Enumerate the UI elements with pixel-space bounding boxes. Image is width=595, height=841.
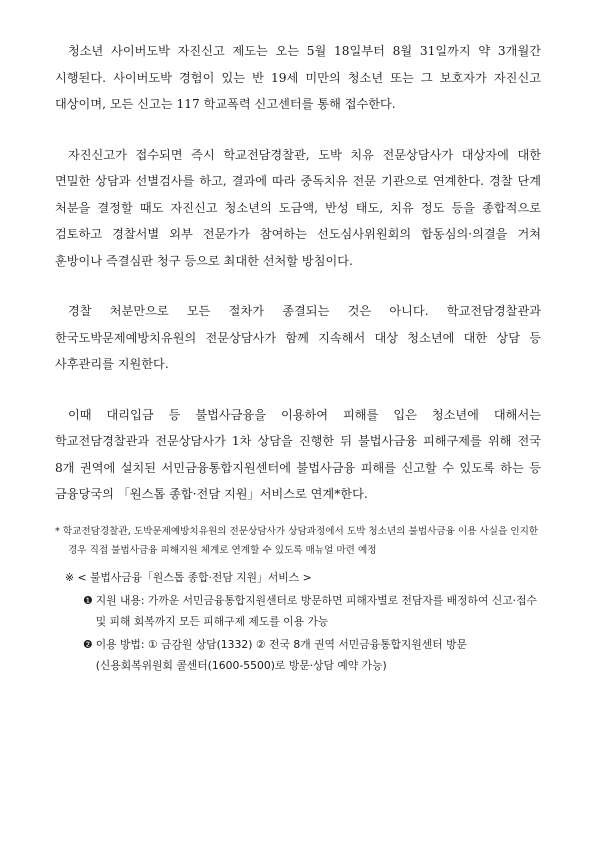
document-page bbox=[55, 38, 541, 678]
note-text-1: 지원 내용: 가까운 서민금융통합지원센터로 방문하면 피해자별로 전담자를 배정하여 신고·접수 및 피해 회복까지 모든 피해구제 제도를 이용 가능 bbox=[95, 593, 537, 628]
paragraph-self-report-period: 청소년 사이버도박 자진신고 제도는 오는 5월 18일부터 8월 31일까지 약 3개월간 시행된다. 사이버도박 경험이 있는 반 19세 미만의 청소년 또는 그 보호자가 자진신고 대상이며, 모든 신고는 117 학교폭력 신고센터를 통해 접수한다. bbox=[55, 44, 541, 111]
paragraph-illegal-finance-support: 이때 대리입금 등 불법사금융을 이용하여 피해를 입은 청소년에 대해서는 학교전담경찰관과 전문상담사가 1차 상담을 진행한 뒤 불법사금융 피해구제를 위해 전국 8개 권역에 설치된 서민금융통합지원센터에 불법사금융 피해를 신고할 수 있도록 하는 등 금융당국의 「원스톱 종합·전담 지원」서비스로 연계*한다. bbox=[55, 407, 541, 501]
note-number-1: ❶ bbox=[83, 593, 93, 607]
note-title: ※ < 불법사금융「원스톱 종합·전담 지원」서비스 > bbox=[65, 570, 312, 584]
footnote: * 학교전담경찰관, 도박문제예방치유원의 전문상담사가 상담과정에서 도박 청소년의 불법사금융 이용 사실을 인지한 경우 직접 불법사금융 피해지원 체계로 연계할 수 있도록 매뉴얼 마련 예정 bbox=[55, 525, 539, 556]
service-note bbox=[55, 568, 541, 676]
note-number-2: ❷ bbox=[83, 637, 93, 651]
note-item bbox=[83, 590, 541, 632]
paragraph-aftercare: 경찰 처분만으로 모든 절차가 종결되는 것은 아니다. 학교전담경찰관과 한국도박문제예방치유원의 전문상담사가 함께 지속해서 대상 청소년에 대한 상담 등 사후관리를 지원한다. bbox=[55, 304, 541, 371]
note-item bbox=[83, 634, 541, 676]
paragraph-counseling-process: 자진신고가 접수되면 즉시 학교전담경찰관, 도박 치유 전문상담사가 대상자에 대한 면밀한 상담과 선별검사를 하고, 결과에 따라 중독치유 전문 기관으로 연계한다. 경찰 단계 처분을 결정할 때도 자진신고 청소년의 도금액, 반성 태도, 치유 정도 등을 종합적으로 검토하고 경찰서별 외부 전문가가 참여하는 선도심사위원회의 합동심의·의결을 거쳐 훈방이나 즉결심판 청구 등으로 최대한 선처할 방침이다. bbox=[55, 147, 541, 268]
note-text-2: 이용 방법: ① 금감원 상담(1332) ② 전국 8개 권역 서민금융통합지원센터 방문(신용회복위원회 콜센터(1600-5500)로 방문·상담 예약 가능) bbox=[95, 637, 467, 672]
